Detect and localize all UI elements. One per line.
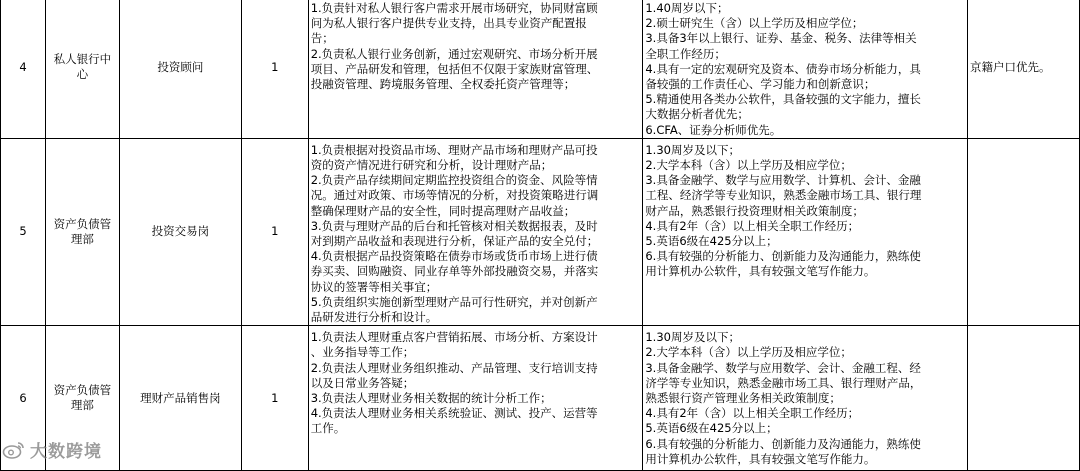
requirement-line: 备较强的工作责任心、学习能力和创新意识； <box>645 77 876 92</box>
headcount: 1 <box>271 59 279 74</box>
row-index-cell <box>1 138 46 325</box>
position-cell <box>119 138 241 325</box>
requirement-line: 4.具有2年（含）以上相关全职工作经历； <box>645 406 860 421</box>
duty-line: 券买卖、回购融资、同业存单等外部投融资交易，并落实 <box>310 264 599 279</box>
duty-line: 4.负责法人理财业务相关系统验证、测试、投产、运营等 <box>310 406 598 421</box>
requirement-line: 4.具有一定的宏观研究及资本、债券市场分析能力，具 <box>645 61 921 76</box>
duty-line: 2.负责产品存续期间定期监控投资组合的资金、风险等情 <box>310 173 598 188</box>
duty-line: 1.负责针对私人银行客户需求开展市场研究，协同财富顾 <box>310 1 598 15</box>
duties-cell <box>308 326 643 471</box>
duty-line: 问为私人银行客户提供专业支持，出具专业资产配置报 <box>310 16 587 31</box>
row-index: 4 <box>19 59 27 74</box>
duty-line: 整确保理财产品的安全性，同时提高理财产品收益； <box>310 203 576 218</box>
headcount-cell <box>241 326 308 471</box>
row-index: 5 <box>19 224 27 239</box>
requirement-line: 3.具备金融学、数学与应用数学、会计、金融工程、经 <box>645 360 921 375</box>
requirement-line: 2.大学本科（含）以上学历及相应学位； <box>645 158 852 173</box>
department-line: 资产负债管 <box>53 383 112 398</box>
requirement-line: 熟悉银行资产管理业务相关政策制度； <box>645 391 841 406</box>
notes-cell <box>968 326 1080 471</box>
row-index: 6 <box>19 390 27 405</box>
headcount: 1 <box>271 224 279 239</box>
duty-line: 协议的签署等相关事宜； <box>310 279 438 294</box>
requirement-line: 财产品，熟悉银行投资理财相关政策制度； <box>645 203 864 218</box>
department-cell <box>45 138 119 325</box>
requirement-line: 1.30周岁及以下； <box>645 330 740 345</box>
position-name: 投资交易岗 <box>151 224 210 239</box>
duty-line: 资的资产情况进行研究和分析，设计理财产品； <box>310 158 553 173</box>
department-line: 资产负债管 <box>53 216 112 231</box>
position-cell <box>119 0 241 138</box>
requirement-line: 5.英语6级在425分以上； <box>645 234 778 249</box>
requirement-line: 5.精通使用各类办公软件，具备较强的文字能力，擅长 <box>645 92 921 107</box>
requirements-cell <box>643 326 968 471</box>
table-row <box>1 0 1080 138</box>
requirement-line: 4.具有2年（含）以上相关全职工作经历； <box>645 218 860 233</box>
requirement-line: 大数据分析者优先； <box>645 107 749 122</box>
duties-cell <box>308 0 643 138</box>
requirement-line: 1.40周岁以下； <box>645 1 729 15</box>
headcount: 1 <box>271 390 279 405</box>
department-cell <box>45 0 119 138</box>
requirement-line: 全职工作经历； <box>645 46 726 61</box>
duty-line: 品研发进行分析和设计。 <box>310 310 438 325</box>
duty-line: 2.负责私人银行业务创新，通过宏观研究、市场分析开展 <box>310 46 598 61</box>
headcount-cell <box>241 138 308 325</box>
duty-line: 、业务指导等工作； <box>310 345 415 360</box>
watermark <box>2 437 102 462</box>
requirement-line: 工程、经济学等专业知识，熟悉金融市场工具、银行理 <box>645 188 922 203</box>
duty-line: 1.负责法人理财重点客户营销拓展、市场分析、方案设计 <box>310 330 598 345</box>
department-line: 心 <box>76 67 89 82</box>
requirements-cell <box>643 0 968 138</box>
department-line: 理部 <box>70 232 94 247</box>
duties-cell <box>308 138 643 325</box>
position-cell <box>119 326 241 471</box>
requirements-cell <box>643 138 968 325</box>
duty-line: 1.负责根据对投资品市场、理财产品市场和理财产品可投 <box>310 142 598 157</box>
table-row <box>1 138 1080 325</box>
position-name: 投资顾问 <box>157 59 204 74</box>
requirement-line: 2.硕士研究生（含）以上学历及相应学位； <box>645 16 864 31</box>
requirement-line: 用计算机办公软件，具有较强文笔写作能力。 <box>645 451 876 466</box>
duty-line: 5.负责组织实施创新型理财产品可行性研究，并对创新产 <box>310 294 598 309</box>
duty-line: 况。通过对政策、市场等情况的分析，对投资策略进行调 <box>310 188 599 203</box>
duty-line: 告； <box>310 31 334 46</box>
notes-cell <box>968 138 1080 325</box>
requirement-line: 济学等专业知识，熟悉金融市场工具、银行理财产品， <box>645 375 922 390</box>
duty-line: 3.负责与理财产品的后台和托管核对相关数据报表，及时 <box>310 218 598 233</box>
duty-line: 3.负责法人理财业务相关数据的统计分析工作； <box>310 391 552 406</box>
requirement-line: 6.具有较强的分析能力、创新能力及沟通能力，熟练使 <box>645 249 921 264</box>
duty-line: 工作。 <box>310 421 346 436</box>
weibo-icon <box>2 440 26 460</box>
duty-line: 投融资管理、跨境服务管理、全权委托资产管理等； <box>310 77 576 92</box>
row-index-cell <box>1 0 46 138</box>
duty-line: 以及日常业务答疑； <box>310 375 415 390</box>
department-line: 私人银行中 <box>53 52 112 67</box>
notes-cell <box>968 0 1080 138</box>
table-row <box>1 326 1080 471</box>
duty-line: 项目、产品研发和管理，包括但不仅限于家族财富管理、 <box>310 61 599 76</box>
requirement-line: 3.具备金融学、数学与应用数学、计算机、会计、金融 <box>645 173 921 188</box>
position-name: 理财产品销售岗 <box>140 390 221 405</box>
headcount-cell <box>241 0 308 138</box>
duty-line: 对到期产品收益和表现进行分析，保证产品的安全兑付； <box>310 234 599 249</box>
requirement-line: 6.CFA、证券分析师优先。 <box>645 122 782 137</box>
requirement-line: 用计算机办公软件，具有较强文笔写作能力。 <box>645 264 876 279</box>
note-text: 京籍户口优先。 <box>970 59 1051 74</box>
duty-line: 4.负责根据产品投资策略在债券市场或货币市场上进行债 <box>310 249 598 264</box>
watermark-text: 大数跨境 <box>30 442 102 462</box>
requirement-line: 6.具有较强的分析能力、创新能力及沟通能力，熟练使 <box>645 436 921 451</box>
department-line: 理部 <box>70 398 94 413</box>
requirement-line: 1.30周岁及以下； <box>645 142 740 157</box>
requirement-line: 5.英语6级在425分以上； <box>645 421 778 436</box>
duty-line: 2.负责法人理财业务组织推动、产品管理、支行培训支持 <box>310 360 598 375</box>
requirement-line: 2.大学本科（含）以上学历及相应学位； <box>645 345 852 360</box>
requirement-line: 3.具备3年以上银行、证券、基金、税务、法律等相关 <box>645 31 917 46</box>
